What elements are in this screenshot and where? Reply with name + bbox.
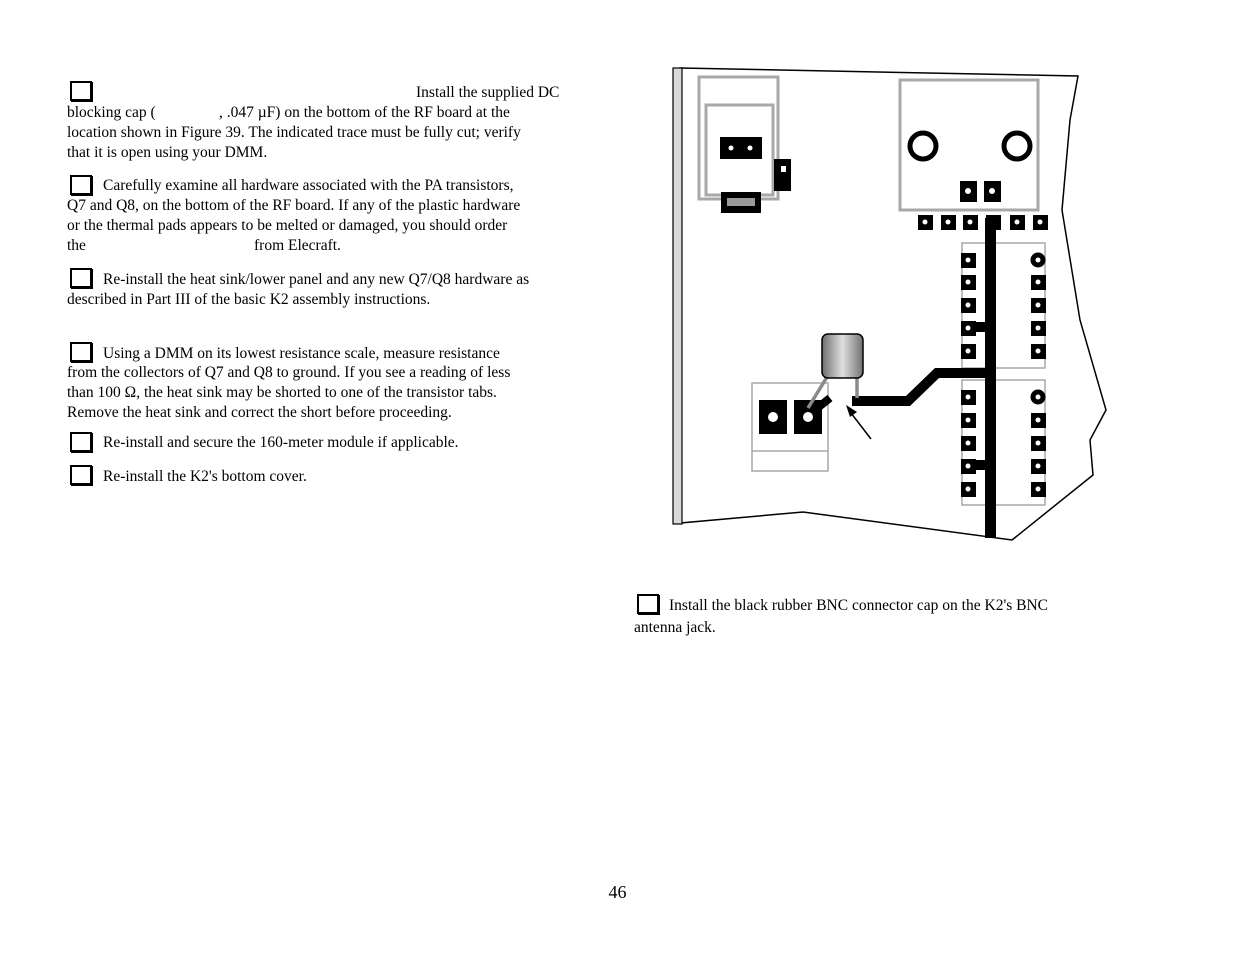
step-text-line: from Elecraft. xyxy=(254,237,341,254)
rf-board-figure xyxy=(668,62,1113,547)
step-text-line: Re-install the K2's bottom cover. xyxy=(103,468,307,485)
step-text-line: antenna jack. xyxy=(634,619,716,636)
mounting-hole xyxy=(910,133,936,159)
step-text-line: Install the black rubber BNC connector cap on the K2's BNC xyxy=(669,597,1049,614)
step-text-line: Q7 and Q8, on the bottom of the RF board. If any of the plastic hardware xyxy=(67,197,521,214)
small-component xyxy=(774,159,791,191)
step-text-line: the xyxy=(67,237,86,254)
step-text-line: location shown in Figure 39. The indicated trace must be fully cut; verify xyxy=(67,124,521,141)
board-edge-bar xyxy=(673,68,682,524)
step-text-line: Carefully examine all hardware associated with the PA transistors, xyxy=(103,177,514,194)
checkbox[interactable] xyxy=(70,432,92,452)
checkbox[interactable] xyxy=(70,81,92,101)
step-text-line: that it is open using your DMM. xyxy=(67,144,268,161)
checkbox[interactable] xyxy=(70,342,92,362)
mounting-hole xyxy=(1004,133,1030,159)
step-text-line: , .047 µF) on the bottom of the RF board at the xyxy=(219,104,510,121)
step-text-line: Re-install and secure the 160-meter module if applicable. xyxy=(103,434,459,451)
step-text-line: Using a DMM on its lowest resistance scale, measure resistance xyxy=(103,345,500,362)
checkbox[interactable] xyxy=(70,465,92,485)
checkbox[interactable] xyxy=(70,268,92,288)
step-text-line: or the thermal pads appears to be melted or damaged, you should order xyxy=(67,217,508,234)
step-text-line: described in Part III of the basic K2 assembly instructions. xyxy=(67,291,431,308)
page-number: 46 xyxy=(608,882,627,902)
checkbox[interactable] xyxy=(70,175,92,195)
step-text-line: Remove the heat sink and correct the short before proceeding. xyxy=(67,404,452,421)
step-text-line: Re-install the heat sink/lower panel and any new Q7/Q8 hardware as xyxy=(103,271,530,288)
dc-blocking-capacitor xyxy=(822,334,863,378)
step-text-line: than 100 Ω, the heat sink may be shorted to one of the transistor tabs. xyxy=(67,384,497,401)
checkbox[interactable] xyxy=(637,594,659,614)
step-text-line: from the collectors of Q7 and Q8 to ground. If you see a reading of less xyxy=(67,364,511,381)
step-text-line: blocking cap ( xyxy=(67,104,156,121)
connector xyxy=(720,137,762,159)
step-text-line: Install the supplied DC xyxy=(416,84,560,101)
